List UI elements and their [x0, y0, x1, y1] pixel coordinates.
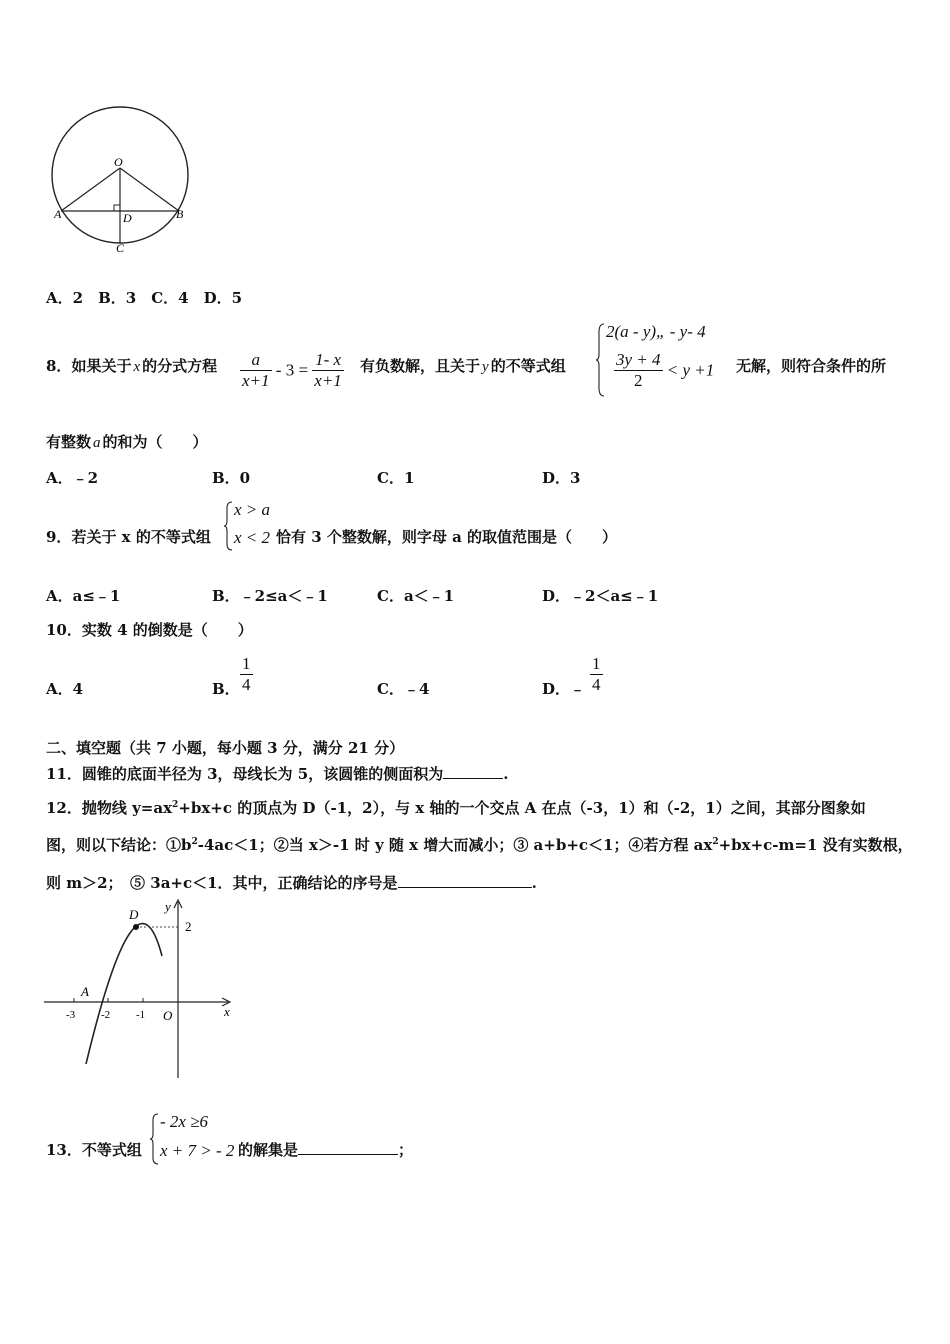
- label-y: y: [165, 899, 171, 914]
- q12-line1-b: +bx+c 的顶点为 D（-1，2），与 x 轴的一个交点 A 在点（-3，1）和（-2，1）之间，其部分图象如: [178, 799, 866, 817]
- q12-line1: [46, 797, 866, 818]
- q12-line2-a: 图，则以下结论：①b: [46, 836, 192, 854]
- label-tick-m3: -3: [66, 1009, 76, 1021]
- q8-text-4: 的不等式组: [490, 357, 566, 375]
- q10-option-b-frac: [240, 654, 253, 695]
- q10-option-a: A．4: [46, 680, 84, 698]
- right-angle-mark: [114, 205, 120, 211]
- q10-d-num: 1: [592, 654, 601, 673]
- label-origin: O: [163, 1008, 173, 1023]
- q8-sys-line2-rest: < y +1: [666, 360, 715, 380]
- q8-text-6b: 的和为（ ）: [102, 433, 208, 451]
- q9-option-d: D．﹣2＜a≤﹣1: [542, 587, 659, 605]
- q9-option-b: B．﹣2≤a＜﹣1: [212, 587, 328, 605]
- label-a-point: A: [81, 984, 89, 999]
- q8-frac1-den: x+1: [242, 371, 270, 390]
- q12-sup-1: 2: [172, 800, 179, 810]
- circle-figure: [44, 96, 194, 256]
- q8-sys-line1: 2(a - y)„ - y- 4: [606, 322, 706, 341]
- q9-num: 9．: [46, 528, 72, 546]
- q9-option-a: A．a≤﹣1: [46, 587, 121, 605]
- q9-number: [46, 526, 211, 547]
- q8-sys-frac: [614, 350, 663, 391]
- q8-line1b: [360, 355, 566, 376]
- q11-end: .: [503, 765, 509, 783]
- q10-b-num: 1: [242, 654, 251, 673]
- q8-frac2: [312, 350, 344, 391]
- q9-option-c: C．a＜﹣1: [377, 587, 455, 605]
- q12-line2-b: -4ac＜1；②当 x＞-1 时 y 随 x 增大而减小；③ a+b+c＜1；④若方程 ax: [197, 836, 713, 854]
- label-x: x: [224, 1004, 230, 1019]
- q9-sys-line2: x < 2: [234, 528, 271, 547]
- q8-text-5: 无解，则符合条件的所: [736, 357, 887, 375]
- q8-text-6a: 有整数: [46, 433, 92, 451]
- q12-line3-text: 则 m＞2； ⑤ 3a+c＜1．其中，正确结论的序号是: [46, 874, 398, 892]
- q13-end: ；: [398, 1141, 414, 1159]
- q13-sys-line1: - 2x ≥6: [160, 1112, 209, 1131]
- q9-text-2: 恰有 3 个整数解，则字母 a 的取值范围是（ ）: [276, 528, 618, 546]
- q8-text-1: 如果关于: [71, 357, 132, 375]
- q8-sys-frac-den: 2: [614, 370, 663, 391]
- q8-brace: [596, 322, 606, 398]
- q8-frac1: [240, 350, 272, 391]
- q8-var-a: a: [93, 435, 101, 451]
- q13-text: [238, 1139, 413, 1160]
- q10-b-den: 4: [242, 675, 251, 694]
- radius-ob: [120, 168, 179, 211]
- q8-frac2-num: 1- x: [315, 350, 342, 369]
- label-c: C: [116, 241, 125, 255]
- label-two: 2: [185, 919, 192, 934]
- q8-line2: [46, 431, 208, 452]
- q12-sup-2: 2: [191, 837, 198, 847]
- q11: [46, 763, 508, 784]
- q10-text: 10．实数 4 的倒数是（ ）: [46, 621, 253, 639]
- q8-option-c: C．1: [377, 469, 415, 487]
- q12-line3: [46, 872, 537, 893]
- q13-brace: [150, 1112, 160, 1166]
- q13-label: 13．不等式组: [46, 1141, 142, 1159]
- q10-option-d-frac: [590, 654, 603, 695]
- q8-var-y: y: [482, 359, 489, 375]
- q13-blank[interactable]: [298, 1140, 398, 1155]
- q10-d-den: 4: [592, 675, 601, 694]
- q8-line1: [46, 355, 217, 378]
- q12-line2-c: +bx+c-m=1 没有实数根，: [718, 836, 913, 854]
- q10-option-c: C．﹣4: [377, 680, 430, 698]
- q13-text-2: 的解集是: [238, 1141, 299, 1159]
- q8-var-x: x: [133, 359, 141, 375]
- q8-number: 8．: [46, 357, 72, 375]
- section2-title: 二、填空题（共 7 小题，每小题 3 分，满分 21 分）: [46, 739, 405, 757]
- q12-blank[interactable]: [398, 873, 532, 888]
- q8-minus3: - 3 =: [275, 360, 309, 380]
- parabola-figure: [44, 896, 244, 1081]
- q8-frac1-num: a: [251, 350, 261, 369]
- q8-option-d: D．3: [542, 469, 581, 487]
- q11-blank[interactable]: [443, 764, 503, 779]
- label-tick-m2: -2: [101, 1009, 111, 1021]
- label-a: A: [54, 207, 62, 221]
- q8-sys-frac-num: 3y + 4: [616, 350, 661, 369]
- q8-text-2: 的分式方程: [142, 357, 218, 375]
- radius-oa: [61, 168, 120, 211]
- vertex-point: [133, 924, 139, 930]
- q8-option-a: A．﹣2: [46, 469, 99, 487]
- q10-option-d-label: D．﹣: [542, 680, 586, 698]
- q8-text-3: 有负数解，且关于: [360, 357, 481, 375]
- q9-brace: [224, 500, 234, 552]
- q12-sup-3: 2: [712, 837, 719, 847]
- q12-line1-a: 12．抛物线 y=ax: [46, 799, 173, 817]
- q8-option-b: B．0: [212, 469, 251, 487]
- q12-line3-end: .: [531, 874, 537, 892]
- q8-frac2-den: x+1: [314, 371, 342, 390]
- label-b: B: [176, 207, 184, 221]
- label-tick-m1: -1: [136, 1009, 146, 1021]
- q7-options: A．2 B．3 C．4 D．5: [46, 289, 243, 307]
- label-o: O: [114, 155, 123, 169]
- q8-sys-line2: [614, 350, 714, 391]
- parabola-curve: [86, 924, 162, 1064]
- q10-option-b-label: B．: [212, 680, 240, 698]
- label-d: D: [123, 211, 132, 225]
- q13-sys-line2: x + 7 > - 2: [160, 1141, 235, 1160]
- q11-text: 11．圆锥的底面半径为 3，母线长为 5，该圆锥的侧面积为: [46, 765, 444, 783]
- label-vertex-d: D: [129, 907, 139, 922]
- q12-line2: [46, 834, 913, 855]
- q9-text-1: 若关于 x 的不等式组: [71, 528, 211, 546]
- q9-sys-line1: x > a: [234, 500, 271, 519]
- q8-equation: [240, 350, 344, 391]
